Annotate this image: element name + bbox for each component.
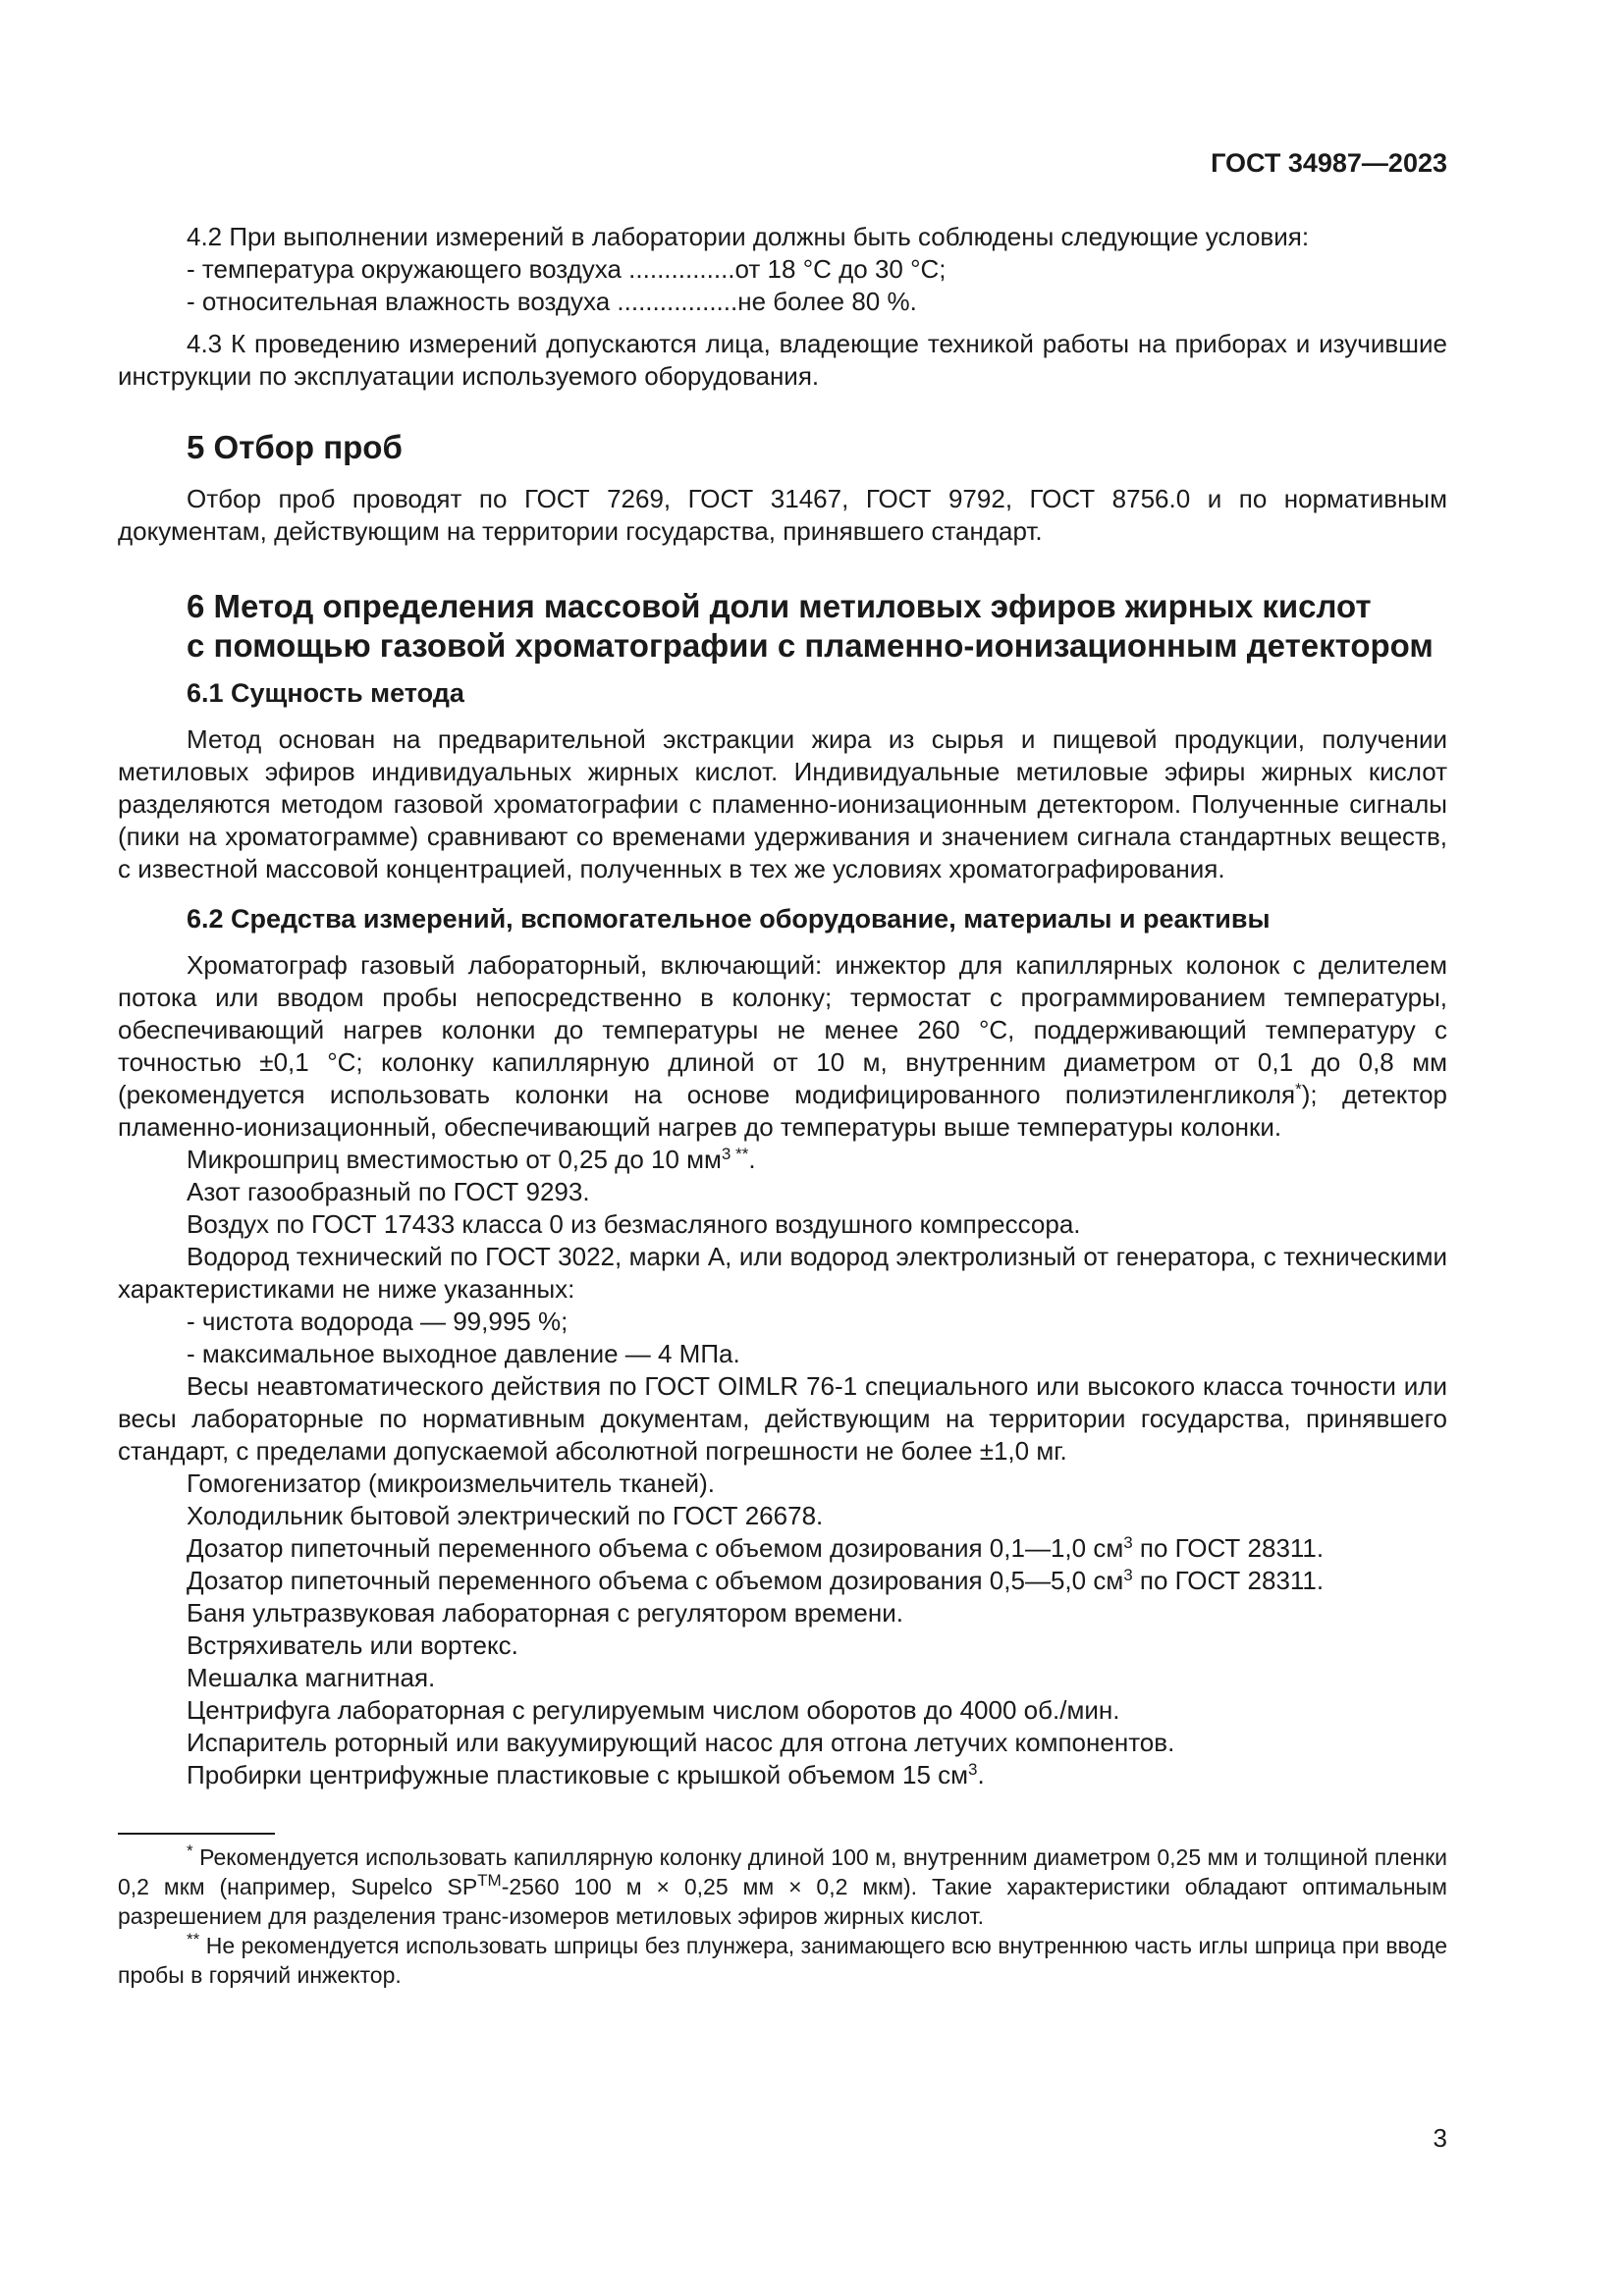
item-nitrogen: Азот газообразный по ГОСТ 9293. — [187, 1177, 590, 1206]
section-5-title: 5 Отбор проб — [187, 429, 403, 465]
section-5-text: Отбор проб проводят по ГОСТ 7269, ГОСТ 31467, ГОСТ 9792, ГОСТ 8756.0 и по нормативным документам, действующим на территории государства, принявшего стандарт. — [118, 484, 1447, 546]
item-dispenser-2 — [118, 1565, 1447, 1597]
item-chromatograph-text-b: ); детектор пламенно-ионизационный, обеспечивающий нагрев до температуры выше температуры колонки. — [118, 1080, 1448, 1142]
footnote-1-text-a: Рекомендуется использовать капиллярную колонку длиной 100 м, внутренним диаметром 0,25 мм и толщиной пленки 0,2 мкм (например, Supelco SP — [118, 1844, 1447, 1899]
item-chromatograph-text-a: Хроматограф газовый лабораторный, включающий: инжектор для капиллярных колонок с делителем потока или вводом пробы непосредственно в колонку; термостат с программированием температуры, обеспечивающий нагрев колонки до температуры не менее 260 °С, поддерживающий температуру с точностью ±0,1 °С; колонку капиллярную длиной от 10 м, внутренним диаметром от 0,1 до 0,8 мм (рекомендуется использовать колонки на основе модифицированного полиэтиленгликоля — [118, 950, 1447, 1109]
item-dispenser-1 — [118, 1532, 1447, 1565]
footnote-2 — [118, 1931, 1447, 1990]
item-tubes-sup: 3 — [968, 1760, 978, 1779]
section-6-title — [118, 587, 1447, 666]
page-number: 3 — [1433, 2123, 1447, 2153]
section-6-title-line-1: 6 Метод определения массовой доли метиловых эфиров жирных кислот — [187, 588, 1372, 624]
footnote-1-tm: TM — [477, 1871, 502, 1890]
subsection-6-2-title: 6.2 Средства измерений, вспомогательное оборудование, материалы и реактивы — [187, 904, 1271, 934]
item-tubes-text-b: . — [977, 1760, 985, 1789]
section-6-title-line-2: с помощью газовой хроматографии с пламенно-ионизационным детектором — [187, 627, 1434, 664]
item-scales: Весы неавтоматического действия по ГОСТ OIMLR 76-1 специального или высокого класса точности или весы лабораторные по нормативным документам, действующим на территории государства, принявшего стандарт, с пределами допускаемой абсолютной погрешности не более ±1,0 мг. — [118, 1371, 1447, 1466]
footnote-divider — [118, 1833, 275, 1835]
subsection-6-1-title: 6.1 Сущность метода — [187, 678, 464, 708]
item-evaporator: Испаритель роторный или вакуумирующий насос для отгона летучих компонентов. — [187, 1728, 1175, 1757]
item-fridge: Холодильник бытовой электрический по ГОСТ 26678. — [187, 1501, 824, 1530]
item-hydrogen-pressure: - максимальное выходное давление — 4 МПа. — [187, 1339, 740, 1368]
item-centrifuge: Центрифуга лабораторная с регулируемым числом оборотов до 4000 об./мин. — [187, 1695, 1120, 1725]
footnote-1 — [118, 1842, 1447, 1931]
item-dispenser-1-sup: 3 — [1123, 1533, 1133, 1552]
item-shaker: Встряхиватель или вортекс. — [187, 1630, 518, 1660]
item-homogenizer: Гомогенизатор (микроизмельчитель тканей). — [187, 1468, 715, 1498]
item-dispenser-1-text-a: Дозатор пипеточный переменного объема с объемом дозирования 0,1—1,0 см — [187, 1533, 1124, 1563]
footnote-2-text: Не рекомендуется использовать шприцы без плунжера, занимающего всю внутреннюю часть иглы шприца при вводе пробы в горячий инжектор. — [118, 1933, 1447, 1988]
item-air: Воздух по ГОСТ 17433 класса 0 из безмасляного воздушного компрессора. — [187, 1209, 1081, 1239]
item-dispenser-2-text-a: Дозатор пипеточный переменного объема с объемом дозирования 0,5—5,0 см — [187, 1566, 1124, 1595]
page-content — [118, 221, 1447, 1990]
item-ultrasonic-bath: Баня ультразвуковая лабораторная с регулятором времени. — [187, 1598, 903, 1628]
item-hydrogen: Водород технический по ГОСТ 3022, марки А, или водород электролизный от генератора, с техническими характеристиками не ниже указанных: — [118, 1242, 1447, 1304]
item-dispenser-1-text-b: по ГОСТ 28311. — [1132, 1533, 1325, 1563]
item-microsyringe-text-a: Микрошприц вместимостью от 0,25 до 10 мм — [187, 1145, 722, 1174]
item-dispenser-2-sup: 3 — [1123, 1566, 1133, 1584]
footnote-ref-1: * — [1295, 1080, 1302, 1098]
item-tubes-text-a: Пробирки центрифужные пластиковые с крышкой объемом 15 см — [187, 1760, 969, 1789]
item-tubes — [118, 1759, 1447, 1791]
paragraph-4-2-intro: 4.2 При выполнении измерений в лаборатории должны быть соблюдены следующие условия: — [187, 222, 1310, 251]
item-hydrogen-purity: - чистота водорода — 99,995 %; — [187, 1307, 568, 1336]
item-microsyringe — [118, 1144, 1447, 1176]
document-code: ГОСТ 34987—2023 — [1211, 148, 1447, 178]
footnote-1-mark: * — [187, 1842, 193, 1860]
item-chromatograph — [118, 949, 1447, 1144]
subsection-6-1-text: Метод основан на предварительной экстракции жира из сырья и пищевой продукции, получении метиловых эфиров индивидуальных жирных кислот. Индивидуальные метиловые эфиры жирных кислот разделяются методом газовой хроматографии с пламенно-ионизационным детектором. Полученные сигналы (пики на хроматограмме) сравнивают со временами удерживания и значением сигнала стандартных веществ, с известной массовой концентрацией, полученных в тех же условиях хроматографирования. — [118, 724, 1447, 883]
footnote-1-text-b: -2560 100 м × 0,25 мм × 0,2 мкм). Такие характеристики обладают оптимальным разрешением для разделения транс-изомеров метиловых эфиров жирных кислот. — [118, 1874, 1447, 1929]
paragraph-4-3: 4.3 К проведению измерений допускаются лица, владеющие техникой работы на приборах и изучившие инструкции по эксплуатации используемого оборудования. — [118, 329, 1447, 391]
condition-humidity: - относительная влажность воздуха .................не более 80 %. — [187, 287, 917, 316]
condition-temperature: - температура окружающего воздуха ...............от 18 °С до 30 °С; — [187, 254, 947, 284]
item-microsyringe-text-b: . — [748, 1145, 756, 1174]
footnote-2-mark: ** — [187, 1930, 200, 1949]
item-stirrer: Мешалка магнитная. — [187, 1663, 436, 1692]
item-dispenser-2-text-b: по ГОСТ 28311. — [1132, 1566, 1325, 1595]
item-microsyringe-sup: 3 ** — [721, 1145, 749, 1163]
